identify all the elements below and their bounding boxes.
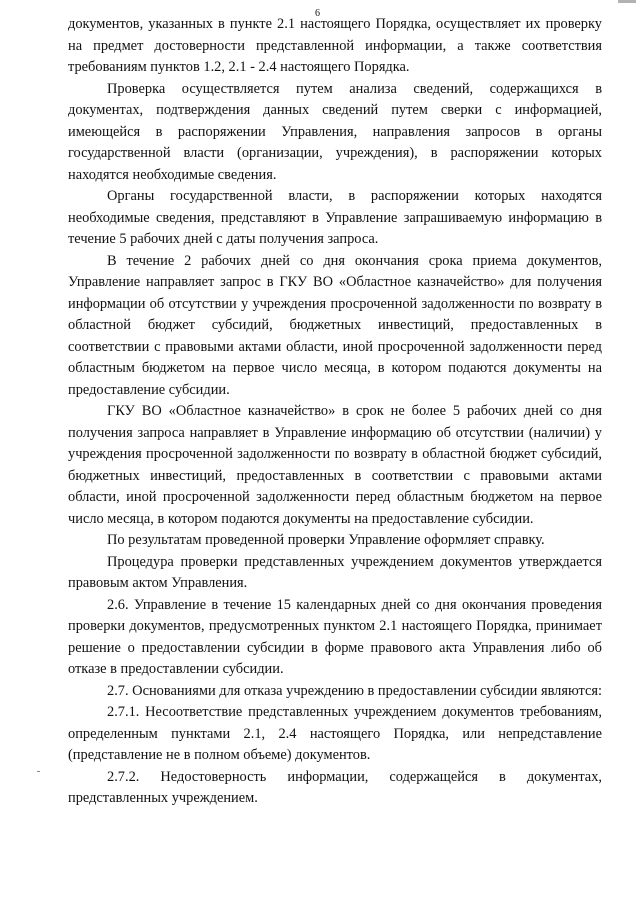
paragraph-treasury-response: ГКУ ВО «Областное казначейство» в срок не более 5 рабочих дней со дня получения запроса направляет в Управление информацию об отсутствии (наличии) у учреждения просроченной задолженности по возврату в областной бюджет субсидий, бюджетных инвестиций, предоставленных в соответствии с правовыми актами области, иной просроченной задолженности перед областным бюджетом на первое число месяца, в котором подаются документы на предоставление субсидии. — [68, 403, 602, 527]
paragraph-continuation: документов, указанных в пункте 2.1 настоящего Порядка, осуществляет их проверку на предмет достоверности представленной информации, а также соответствия требованиям пунктов 1.2, 2.1 - 2.4 настоящего Порядка. — [68, 16, 602, 75]
scan-edge-mark — [618, 0, 636, 3]
paragraph-verification: Проверка осуществляется путем анализа сведений, содержащихся в документах, подтверждения данных сведений путем сверки с информацией, имеющейся в распоряжении Управления, направления запросов в органы государственной власти (организации, учреждения), в распоряжении которых находятся необходимые сведения. — [68, 80, 602, 183]
paragraph-certificate: По результатам проведенной проверки Управление оформляет справку. — [107, 532, 545, 548]
paragraph-2-7-2: 2.7.2. Недостоверность информации, содержащейся в документах, представленных учреждением. — [68, 768, 602, 806]
document-body — [68, 14, 602, 810]
paragraph-2-6: 2.6. Управление в течение 15 календарных дней со дня окончания проведения проверки документов, предусмотренных пунктом 2.1 настоящего Порядка, принимает решение о предоставлении субсидии в форме правового акта Управления либо об отказе в предоставлении субсидии. — [68, 596, 602, 677]
paragraph-2-7: 2.7. Основаниями для отказа учреждению в предоставлении субсидии являются: — [107, 682, 603, 699]
paragraph-procedure: Процедура проверки представленных учреждением документов утверждается правовым актом Управления. — [68, 553, 602, 591]
page-number: 6 — [315, 8, 320, 19]
paragraph-2-7-1: 2.7.1. Несоответствие представленных учреждением документов требованиям, определенным пунктами 2.1, 2.4 настоящего Порядка, или непредставление (представление не в полном объеме) документов. — [68, 704, 602, 763]
paragraph-treasury-request: В течение 2 рабочих дней со дня окончания срока приема документов, Управление направляет запрос в ГКУ ВО «Областное казначейство» для получения информации об отсутствии у учреждения просроченной задолженности по возврату в областной бюджет субсидий, бюджетных инвестиций, предоставленных в соответствии с правовыми актами области, иной просроченной задолженности перед областным бюджетом на первое число месяца, в котором подаются документы на предоставление субсидии. — [68, 252, 602, 398]
paragraph-authorities: Органы государственной власти, в распоряжении которых находятся необходимые сведения, представляют в Управление запрашиваемую информацию в течение 5 рабочих дней с даты получения запроса. — [68, 188, 602, 247]
scan-margin-dot — [37, 771, 40, 772]
